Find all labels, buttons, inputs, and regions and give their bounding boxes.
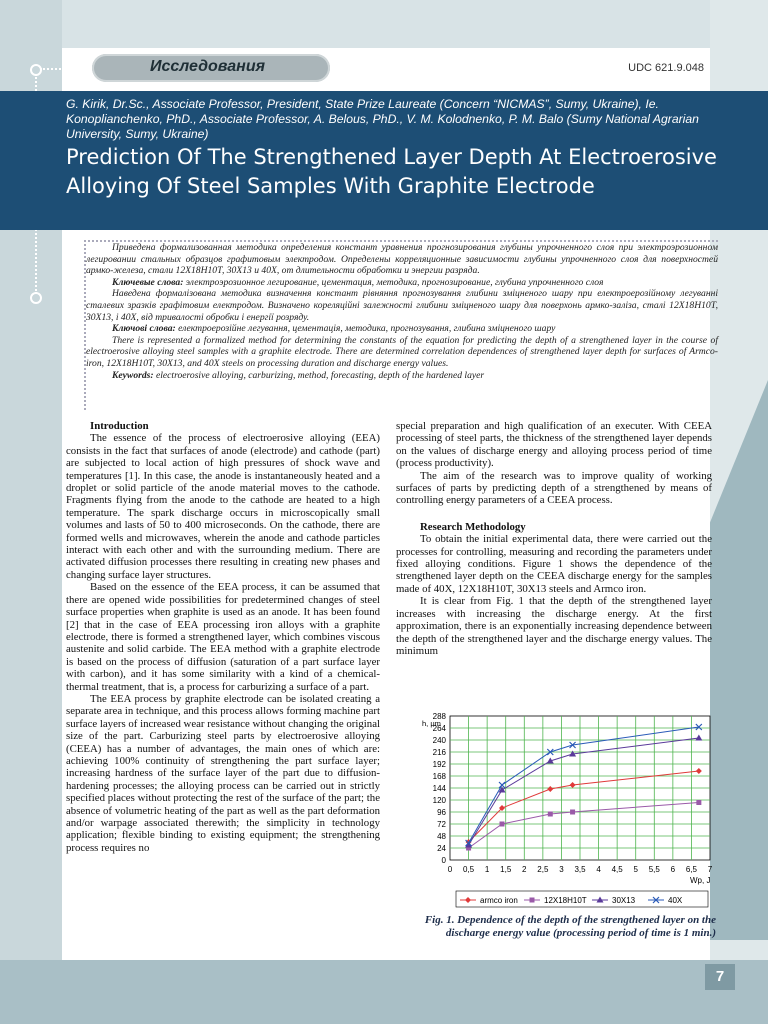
y-tick-label: 240 [432,736,446,745]
x-tick-label: 6,5 [685,865,697,874]
y-tick-label: 48 [437,832,446,841]
abstract-ua-keywords [86,323,718,335]
abstract-ua-kw: електроерозійне легування, цементація, методика, прогнозування, глибина зміцненого шару [175,323,556,335]
paragraph: To obtain the initial experimental data, there were carried out the processes for controlling, measuring and recording the parameters under fixed alloying conditions. Figure 1 shows the dependence of the strengthened layer depth on the CEEA discharge energy for the samples made of 40X, 12X18H10T, 30X13 steels and Armco iron. [396,533,712,595]
methodology-heading: Research Methodology [420,520,526,533]
y-tick-label: 216 [432,748,446,757]
y-tick-label: 288 [432,712,446,721]
data-point-marker [500,822,505,827]
paragraph: The essence of the process of electroerosive alloying (EEA) consists in the fact that surfaces of anode (electrode) and cathode (part) are subjected to local action of high pressures of shock wave and temperatures [1]. In this case, the anode is instantaneously heated and a droplet or solid particle of the anode material moves to the cathode. Fragments flying from the anode to the cathode are heated to a high temperature. The spark discharge occurs in microscopically small volumes and lasts of 50 to 400 microseconds. On the cathode, there are formed wells and microwaves, wherein the anode and cathode particles interact with each other and with the surrounding medium. There are activated diffusion processes there resulting in creating new phases and changing surface layer structures. [66,432,380,581]
x-tick-label: 5,5 [648,865,660,874]
x-tick-label: 1 [484,865,490,874]
column-left [66,420,380,854]
paragraph: The aim of the research was to improve quality of working surfaces of parts by predicting depth of a strengthened by means of controlling energy parameters of a CEEA process. [396,469,712,507]
x-tick-label: 7 [707,865,713,874]
y-tick-label: 0 [441,856,446,865]
x-tick-label: 0,5 [463,865,475,874]
figure-1-chart [416,708,716,914]
figure-caption: Fig. 1. Dependence of the depth of the strengthened layer on the discharge energy value (processing period of time is 1 min.) [424,914,716,939]
abstract-box [84,240,718,410]
y-tick-label: 264 [432,724,446,733]
abstract-en-kw-label: Keywords: [112,369,154,381]
authors: G. Kirik, Dr.Sc., Associate Professor, President, State Prize Laureate (Concern “NICMAS”, Sumy, Ukraine), Ie. Konoplianchenko, PhD., Associate Professor, A. Belous, PhD., V. M. Kolodnenko, P. M. Balo (Sumy National Agrarian University, Sumy, Ukraine) [66,97,699,141]
abstract-ua: Наведена формалізована методика визначення констант рівняння прогнозування глибини зміцненого шару при електроерозійному легуванні сталевих зразків графітовим електродом. Визначено кореляційні залежності глибини зміцненого шару для поверхонь армко-заліза, сталі 12Х18Н10Т, 30Х13, і 40Х, від тривалості обробки і енергії розряду. [86,288,718,323]
abstract-en-keywords [86,370,718,382]
introduction-heading: Introduction [90,420,149,432]
y-tick-label: 144 [432,784,446,793]
x-tick-label: 2 [522,865,527,874]
bottom-decoration [0,960,768,1024]
legend-label: armco iron [480,896,518,905]
abstract-en-kw: electroerosive alloying, carburizing, method, forecasting, depth of the hardened layer [153,369,485,381]
abstract-ru: Приведена формализованная методика определения констант уравнения прогнозирования глубины упрочненного слоя при электроэрозионном легировании стальных образцов графитовым электродом. Определены корреляционные зависимости глубины упрочненного слоя для поверхностей армко-железа, стали 12Х18Н10Т, 30Х13 и 40Х, от длительности обработки и энергии разряда. [86,242,718,277]
data-point-marker [696,800,701,805]
abstract-en: There is represented a formalized method for determining the constants of the equation for predicting the depth of a strengthened layer in the course of electroerosive alloying steel samples with a graphite electrode. There are determined correlation dependences of strengthened layer depth for surfaces of Armco-iron, 12X18H10T, 30X13, and 40X steels on processing duration and discharge energy values. [86,334,718,369]
article-title: Prediction Of The Strengthened Layer Depth At Electroerosive Alloying Of Steel Samples With Graphite Electrode [66,145,717,198]
abstract-ru-keywords [86,277,718,289]
x-tick-label: 6 [670,865,676,874]
data-point-marker [530,898,535,903]
x-tick-label: 5 [633,865,638,874]
x-tick-label: 3,5 [574,865,586,874]
column-right [396,420,712,657]
x-axis-label: Wp, J [690,876,711,885]
paragraph: special preparation and high qualification of an executer. With CEEA processing of steel parts, the thickness of the strengthened layer depends on the values of discharge energy and alloying process period of time (process productivity). [396,420,712,470]
y-tick-label: 96 [437,808,446,817]
y-tick-label: 168 [432,772,446,781]
page-number: 7 [705,964,735,990]
x-tick-label: 4 [596,865,601,874]
x-tick-label: 3 [559,865,564,874]
y-axis-label: h, μm [422,719,441,728]
x-tick-label: 1,5 [500,865,512,874]
decor-dotline-h [40,68,92,70]
y-tick-label: 24 [437,844,446,853]
y-tick-label: 192 [432,760,446,769]
decor-dot-bottom [30,292,42,304]
legend-label: 40X [668,896,683,905]
abstract-ru-kw: электроэрозионное легирование, цементация, методика, прогнозирование, глубина упрочненного слоя [183,276,604,288]
data-point-marker [570,810,575,815]
udc-code: UDC 621.9.048 [628,62,704,74]
data-point-marker [548,812,553,817]
section-pill [92,54,330,82]
section-label: Исследования [150,58,266,75]
x-tick-label: 0 [447,865,453,874]
article-header [0,91,768,230]
y-tick-label: 72 [437,820,446,829]
x-tick-label: 4,5 [611,865,623,874]
paragraph: It is clear from Fig. 1 that the depth of the strengthened layer increases with increasing the discharge energy. At the first approximation, there is an exponentially increasing dependence between the depth of the strengthened layer and the discharge energy values. The minimum [396,595,712,657]
chart-svg [416,708,716,914]
paragraph: The EEA process by graphite electrode can be isolated creating a separate area in technique, and this process allows forming machine part surface layers of increased wear resistance without changing the original size of the part. Carburizing steel parts by electroerosive alloying (CEEA) has a number of advantages, the main ones of which are: achieving 100% continuity of strengthening the part surface layer; increasing hardness of the surface layer of the part due to diffusion-hardening processes; the alloying process can be carried out in strictly specified places without protecting the rest of the surface of the part; the absence of volumetric heating of the part as well as the part deformation and/or warpage associated therewith; the simplicity in technology application; flexible binding to existing equipment; the strengthening process requires no [66,692,380,854]
abstract-ua-kw-label: Ключові слова: [112,323,176,335]
paragraph: Based on the essence of the EEA process, it can be assumed that there are opened wide possibilities for predetermined changes of steel surface properties when graphite is used as an anode. It has been found [2] that in the case of EEA processing iron alloys with a graphite electrode, there is formed a strengthened layer, which combines viscous austenite and solid carbide. The EEA method with a graphite electrode is based on the process of diffusion (saturation of a part surface layer with carbon), and it has some similarity with a kind of a chemical-thermal treatment, that is, a process for carburizing a surface of a part. [66,581,380,693]
legend-label: 12X18H10T [544,896,587,905]
y-tick-label: 120 [432,796,446,805]
abstract-ru-kw-label: Ключевые слова: [112,276,184,288]
x-tick-label: 2,5 [537,865,549,874]
legend-label: 30X13 [612,896,636,905]
